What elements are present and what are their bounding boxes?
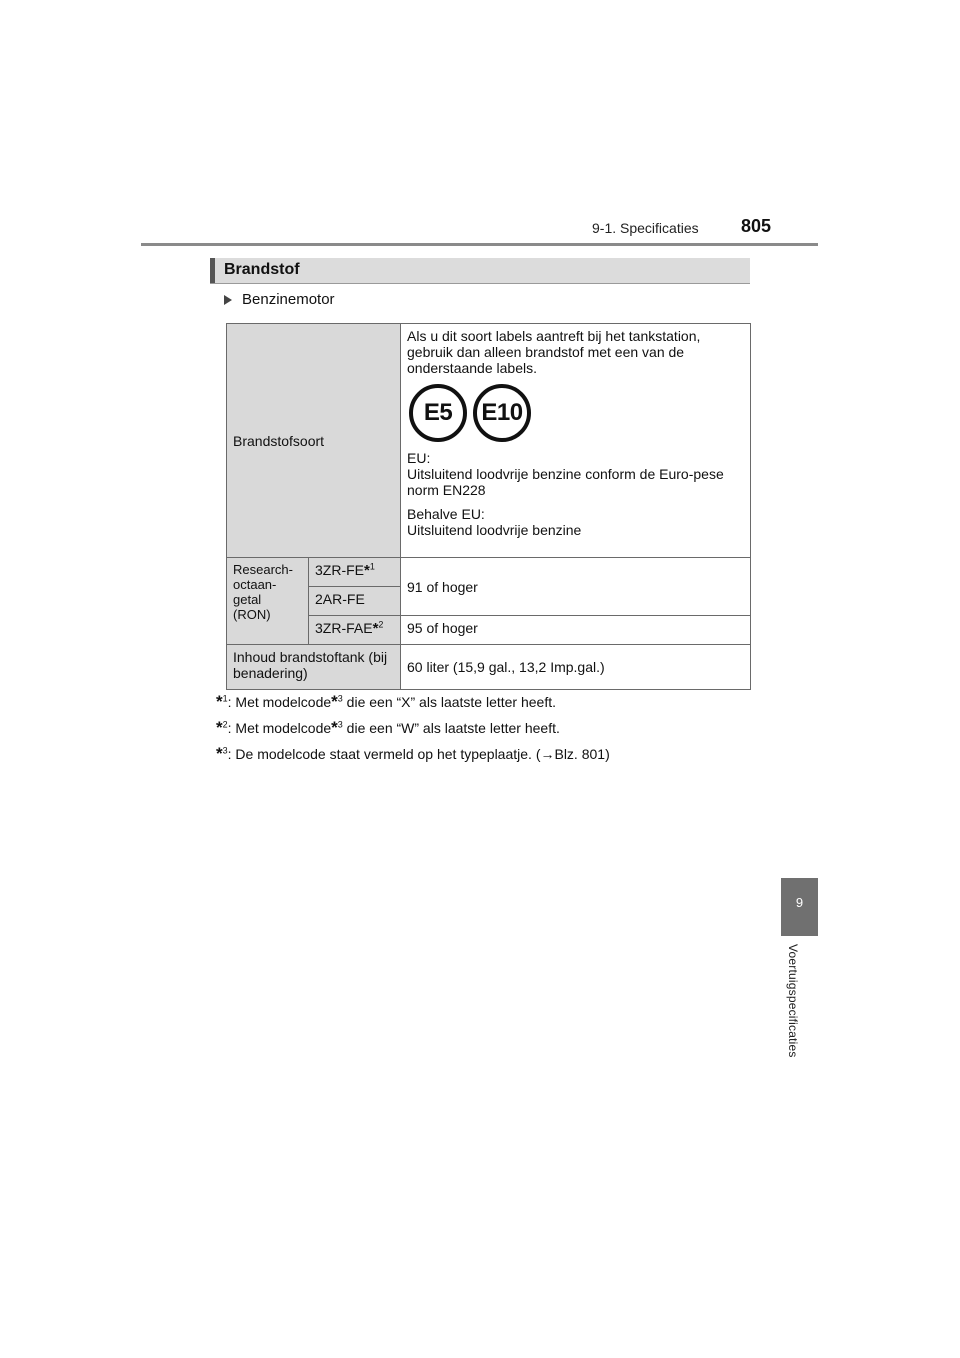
footnote-ref-star: * — [331, 718, 338, 737]
table-row-tank — [227, 645, 751, 690]
page-number: 805 — [741, 216, 772, 236]
chapter-label: Voertuigspecificaties — [786, 944, 800, 1058]
fuel-type-non-eu-heading: Behalve EU: — [407, 506, 485, 522]
footnote-ref: 2 — [378, 619, 384, 630]
table-row-fuel-type — [227, 324, 751, 558]
subheading — [224, 291, 335, 308]
footnote-star: * — [216, 718, 223, 737]
chapter-tab[interactable] — [781, 878, 818, 936]
fuel-type-non-eu — [407, 506, 744, 538]
footnote-1 — [216, 692, 610, 718]
engine-cell — [309, 558, 401, 587]
section-heading-bar — [210, 258, 750, 284]
triangle-bullet-icon — [224, 295, 232, 305]
fuel-label-badges — [409, 384, 744, 442]
footnote-ref-star: * — [331, 692, 338, 711]
footnote-number: 3 — [222, 745, 228, 756]
footnote-ref: 1 — [369, 561, 375, 572]
fuel-type-eu-heading: EU: — [407, 450, 431, 466]
header-divider — [141, 243, 818, 246]
section-accent — [210, 258, 215, 283]
footnote-number: 2 — [222, 719, 228, 730]
footnote-text-end: die een “X” als laatste letter heeft. — [342, 694, 557, 710]
fuel-type-cell — [401, 324, 751, 558]
footnote-text: : Met modelcode — [227, 694, 332, 710]
chapter-number: 9 — [795, 895, 804, 910]
fuel-type-intro: Als u dit soort labels aantreft bij het tankstation, gebruik dan alleen brandstof met een van de onderstaande labels. — [407, 328, 701, 376]
engine-name: 3ZR-FAE — [315, 620, 373, 636]
page-reference-link[interactable]: Blz. 801) — [554, 746, 610, 762]
section-title: Brandstof — [224, 261, 300, 278]
footnote-ref-number: 3 — [337, 719, 343, 730]
e5-badge-icon: E5 — [409, 384, 467, 442]
footnote-number: 1 — [222, 693, 228, 704]
footnote-ref-number: 3 — [337, 693, 343, 704]
engine-name: 2AR-FE — [315, 591, 365, 607]
footnote-text: : De modelcode staat vermeld op het typeplaatje. ( — [227, 746, 541, 762]
tank-value: 60 liter (15,9 gal., 13,2 Imp.gal.) — [401, 645, 751, 690]
subheading-text: Benzinemotor — [242, 291, 335, 308]
table-row-octane-1 — [227, 558, 751, 587]
octane-value-91: 91 of hoger — [401, 558, 751, 616]
fuel-type-eu — [407, 450, 744, 498]
fuel-type-non-eu-text: Uitsluitend loodvrije benzine — [407, 522, 582, 538]
footnote-star: * — [216, 692, 223, 711]
fuel-spec-table — [226, 323, 751, 690]
footnote-2 — [216, 718, 610, 744]
footnote-text: : Met modelcode — [227, 720, 332, 736]
tank-label: Inhoud brandstoftank (bij benadering) — [227, 645, 401, 690]
fuel-type-eu-text: Uitsluitend loodvrije benzine conform de Euro-pese norm EN228 — [407, 466, 724, 498]
footnote-star: * — [364, 562, 370, 579]
engine-name: 3ZR-FE — [315, 562, 364, 578]
footnote-star: * — [216, 744, 223, 763]
footnote-star: * — [372, 620, 379, 637]
header-section-title: 9-1. Specificaties — [592, 220, 699, 236]
engine-cell — [309, 616, 401, 645]
arrow-right-icon: → — [540, 746, 555, 762]
e10-badge-icon: E10 — [473, 384, 531, 442]
octane-label: Research-octaan-getal (RON) — [227, 558, 309, 645]
octane-value-95: 95 of hoger — [401, 616, 751, 645]
fuel-type-label: Brandstofsoort — [227, 324, 401, 558]
footnotes — [216, 692, 610, 770]
footnote-3 — [216, 744, 610, 770]
footnote-text-end: die een “W” als laatste letter heeft. — [342, 720, 560, 736]
engine-cell — [309, 587, 401, 616]
